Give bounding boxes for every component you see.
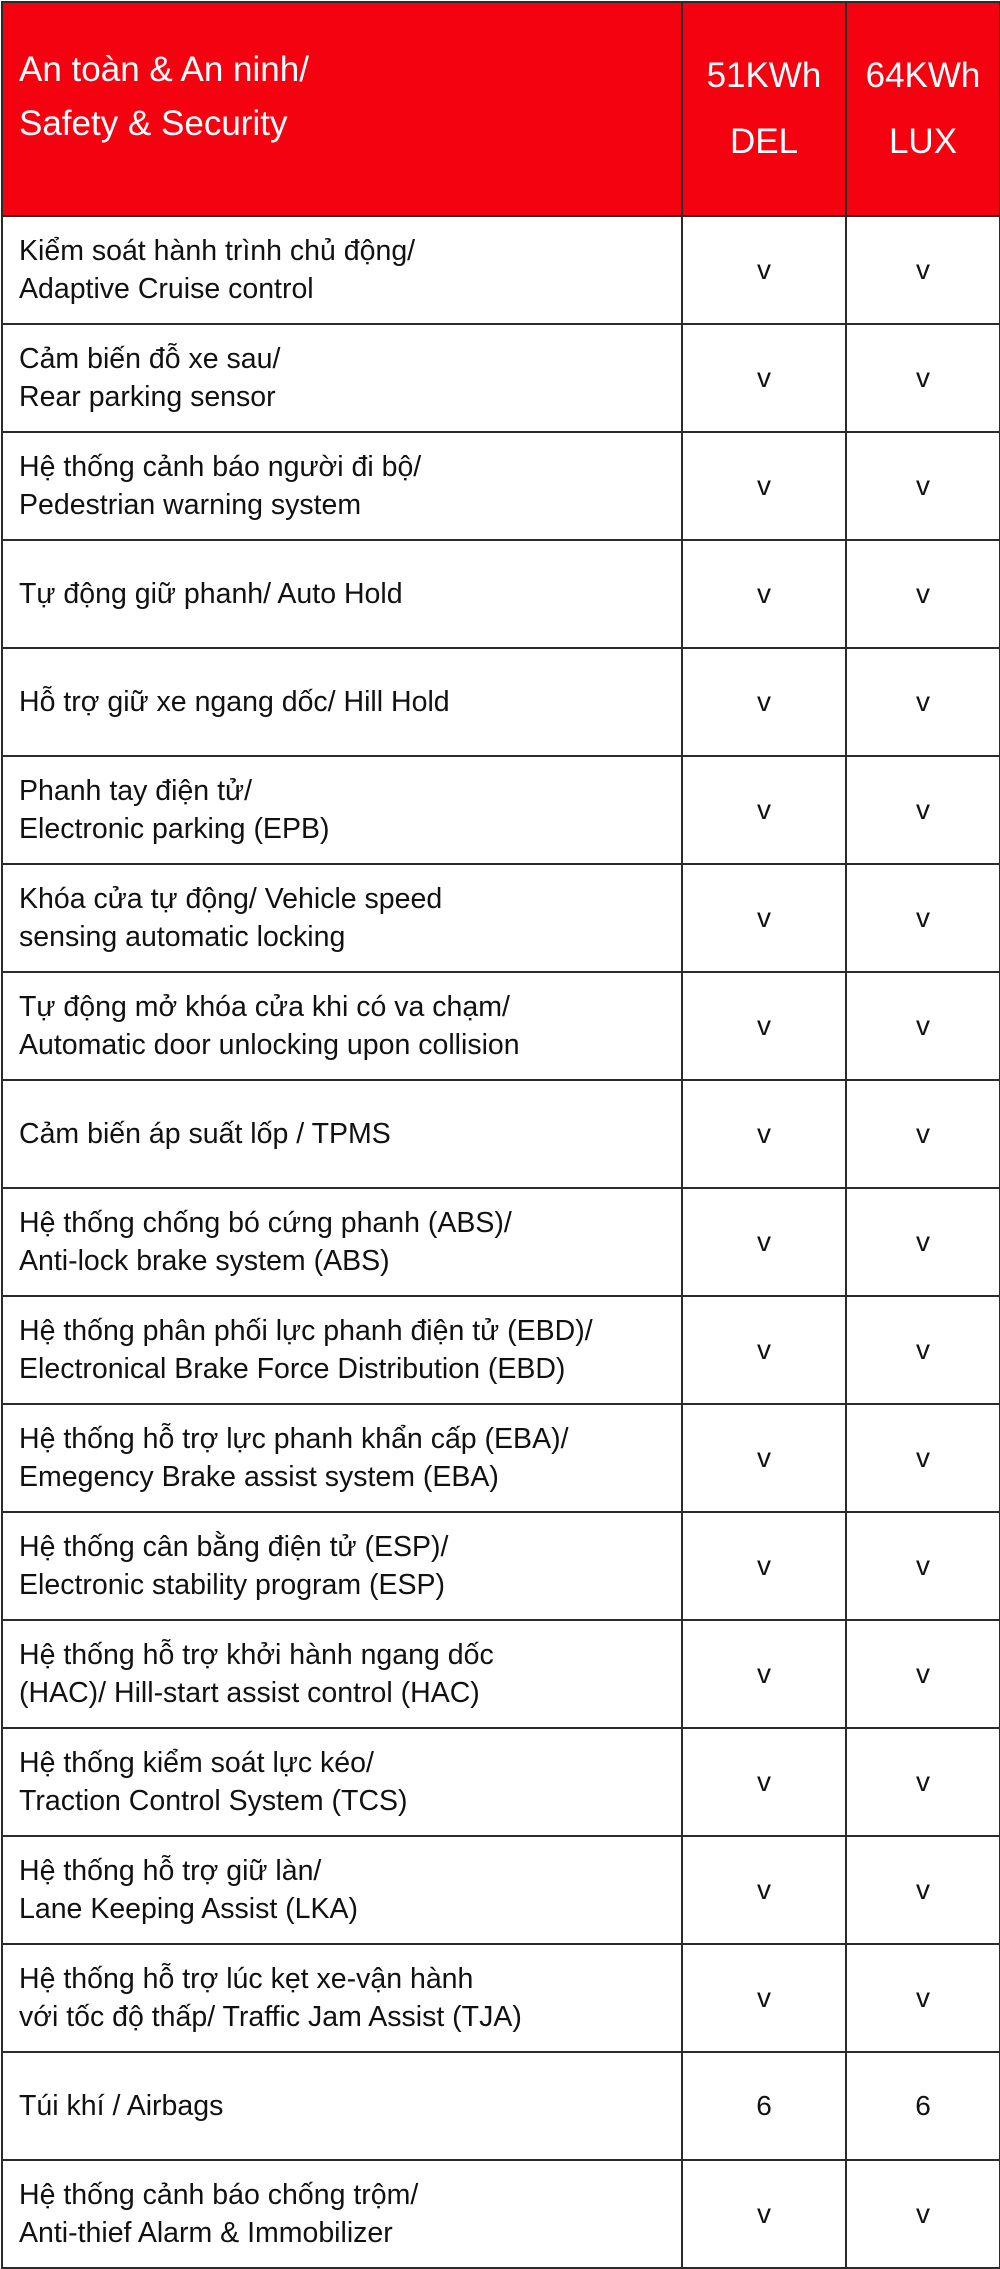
table-row [2, 1620, 1000, 1728]
value-del-cell: v [682, 324, 846, 432]
value-del-cell: v [682, 1620, 846, 1728]
table-row [2, 972, 1000, 1080]
feature-name-line2: Adaptive Cruise control [19, 273, 314, 305]
value-del-cell: v [682, 432, 846, 540]
table-row [2, 648, 1000, 756]
feature-cell [2, 540, 682, 648]
value-del-cell: 6 [682, 2052, 846, 2160]
feature-name-line1: Hệ thống phân phối lực phanh điện tử (EBD)/ [19, 1315, 593, 1347]
value-del-cell: v [682, 756, 846, 864]
header-variant-del [682, 2, 846, 216]
header-feature-category [2, 2, 682, 216]
value-del-cell: v [682, 216, 846, 324]
table-row [2, 864, 1000, 972]
feature-name-line1: Tự động giữ phanh/ Auto Hold [19, 578, 403, 610]
feature-name-line1: Cảm biến đỗ xe sau/ [19, 343, 281, 375]
value-del-cell: v [682, 540, 846, 648]
table-row [2, 1512, 1000, 1620]
feature-name-line1: Kiểm soát hành trình chủ động/ [19, 235, 416, 267]
feature-cell [2, 1944, 682, 2052]
value-lux-cell: v [846, 1296, 1000, 1404]
value-del-cell: v [682, 1296, 846, 1404]
feature-cell [2, 432, 682, 540]
feature-name-line2: Electronical Brake Force Distribution (EBD) [19, 1353, 566, 1385]
feature-name-line1: Cảm biến áp suất lốp / TPMS [19, 1118, 391, 1150]
table-row [2, 540, 1000, 648]
feature-cell [2, 216, 682, 324]
feature-cell [2, 2160, 682, 2268]
header-variant-del-line1: 51KWh [706, 56, 822, 95]
feature-cell [2, 648, 682, 756]
feature-name-line2: Traction Control System (TCS) [19, 1785, 408, 1817]
table-row [2, 756, 1000, 864]
feature-name-line1: Tự động mở khóa cửa khi có va chạm/ [19, 991, 510, 1023]
feature-cell [2, 324, 682, 432]
feature-name-line2: Automatic door unlocking upon collision [19, 1029, 520, 1061]
feature-cell [2, 864, 682, 972]
feature-name-line2: Electronic parking (EPB) [19, 813, 330, 845]
feature-name-line2: Anti-thief Alarm & Immobilizer [19, 2217, 393, 2249]
value-lux-cell: v [846, 324, 1000, 432]
table-row [2, 2052, 1000, 2160]
value-lux-cell: v [846, 864, 1000, 972]
header-variant-lux-line2: LUX [888, 122, 958, 161]
value-lux-cell: v [846, 216, 1000, 324]
value-lux-cell: 6 [846, 2052, 1000, 2160]
feature-name-line2: Pedestrian warning system [19, 489, 362, 521]
value-del-cell: v [682, 1728, 846, 1836]
value-lux-cell: v [846, 972, 1000, 1080]
value-del-cell: v [682, 1404, 846, 1512]
value-lux-cell: v [846, 432, 1000, 540]
feature-name-line2: (HAC)/ Hill-start assist control (HAC) [19, 1677, 480, 1709]
value-lux-cell: v [846, 540, 1000, 648]
feature-name-line1: Hệ thống hỗ trợ giữ làn/ [19, 1855, 322, 1887]
table-row [2, 1944, 1000, 2052]
feature-name-line1: Hệ thống cảnh báo chống trộm/ [19, 2179, 419, 2211]
table-row [2, 1080, 1000, 1188]
value-lux-cell: v [846, 1836, 1000, 1944]
feature-cell [2, 1836, 682, 1944]
value-lux-cell: v [846, 756, 1000, 864]
feature-cell [2, 2052, 682, 2160]
feature-name-line1: Hệ thống hỗ trợ khởi hành ngang dốc [19, 1639, 494, 1671]
value-lux-cell: v [846, 648, 1000, 756]
value-del-cell: v [682, 1188, 846, 1296]
feature-name-line1: Hệ thống kiểm soát lực kéo/ [19, 1747, 374, 1779]
value-lux-cell: v [846, 1728, 1000, 1836]
value-lux-cell: v [846, 1404, 1000, 1512]
header-row [2, 2, 1000, 216]
value-lux-cell: v [846, 1620, 1000, 1728]
feature-name-line1: Hệ thống hỗ trợ lực phanh khẩn cấp (EBA)/ [19, 1423, 569, 1455]
value-lux-cell: v [846, 1080, 1000, 1188]
table-row [2, 2160, 1000, 2268]
value-del-cell: v [682, 1512, 846, 1620]
feature-name-line2: Rear parking sensor [19, 381, 276, 413]
header-variant-del-line2: DEL [729, 122, 799, 161]
value-del-cell: v [682, 1080, 846, 1188]
value-lux-cell: v [846, 1944, 1000, 2052]
value-lux-cell: v [846, 1512, 1000, 1620]
table-row [2, 1296, 1000, 1404]
header-variant-lux-line1: 64KWh [865, 56, 981, 95]
feature-cell [2, 1080, 682, 1188]
feature-name-line2: Anti-lock brake system (ABS) [19, 1245, 390, 1277]
value-lux-cell: v [846, 2160, 1000, 2268]
table-row [2, 1188, 1000, 1296]
table-row [2, 432, 1000, 540]
feature-name-line2: sensing automatic locking [19, 921, 346, 953]
feature-cell [2, 756, 682, 864]
safety-spec-table [1, 1, 1000, 2269]
value-del-cell: v [682, 2160, 846, 2268]
feature-name-line2: Electronic stability program (ESP) [19, 1569, 446, 1601]
feature-name-line1: Hệ thống cảnh báo người đi bộ/ [19, 451, 422, 483]
feature-name-line2: Emegency Brake assist system (EBA) [19, 1461, 499, 1493]
header-feature-line2: Safety & Security [19, 104, 288, 143]
feature-cell [2, 1512, 682, 1620]
feature-cell [2, 1404, 682, 1512]
value-del-cell: v [682, 1836, 846, 1944]
table-row [2, 1728, 1000, 1836]
value-lux-cell: v [846, 1188, 1000, 1296]
feature-name-line1: Phanh tay điện tử/ [19, 775, 252, 807]
feature-name-line1: Hệ thống cân bằng điện tử (ESP)/ [19, 1531, 449, 1563]
feature-cell [2, 1620, 682, 1728]
value-del-cell: v [682, 648, 846, 756]
table-row [2, 324, 1000, 432]
value-del-cell: v [682, 972, 846, 1080]
feature-name-line1: Khóa cửa tự động/ Vehicle speed [19, 883, 443, 915]
feature-name-line1: Hỗ trợ giữ xe ngang dốc/ Hill Hold [19, 686, 450, 718]
feature-cell [2, 1728, 682, 1836]
feature-name-line2: Lane Keeping Assist (LKA) [19, 1893, 359, 1925]
table-row [2, 216, 1000, 324]
feature-cell [2, 1188, 682, 1296]
table-body [2, 216, 1000, 2268]
table-row [2, 1404, 1000, 1512]
feature-name-line1: Túi khí / Airbags [19, 2090, 224, 2122]
header-variant-lux [846, 2, 1000, 216]
value-del-cell: v [682, 1944, 846, 2052]
feature-name-line2: với tốc độ thấp/ Traffic Jam Assist (TJA) [19, 2001, 522, 2033]
header-feature-line1: An toàn & An ninh/ [19, 50, 309, 89]
table-row [2, 1836, 1000, 1944]
feature-cell [2, 972, 682, 1080]
feature-name-line1: Hệ thống hỗ trợ lúc kẹt xe-vận hành [19, 1963, 474, 1995]
table-header [2, 2, 1000, 216]
value-del-cell: v [682, 864, 846, 972]
feature-name-line1: Hệ thống chống bó cứng phanh (ABS)/ [19, 1207, 512, 1239]
feature-cell [2, 1296, 682, 1404]
